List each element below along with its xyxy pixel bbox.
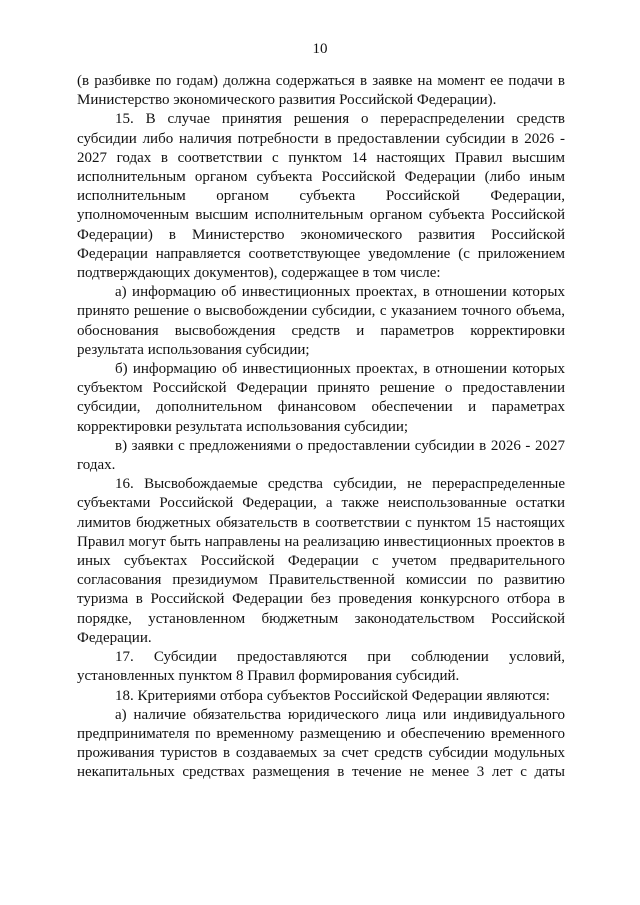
paragraph-item-15b: б) информацию об инвестиционных проектах, в отношении которых субъектом Российской Федерации принято решение о предоставлении субсидии, дополнительном финансовом обеспечении и параметрах корректировки результата использования субсидии; [77,361,565,435]
paragraph-item-15: 15. В случае принятия решения о перераспределении средств субсидии либо наличия потребности в предоставлении субсидии в 2026 - 2027 годах в соответствии с пунктом 14 настоящих Правил высшим исполнительным органом субъекта Российской Федерации (либо иным исполнительным органом субъекта Российской Федерации, уполномоченным высшим исполнительным органом субъекта Российской Федерации) в Министерство экономического развития Российской Федерации направляется соответствующее уведомление (с приложением подтверждающих документов), содержащее в том числе: [77,111,565,282]
paragraph-continuation: (в разбивке по годам) должна содержаться в заявке на момент ее подачи в Министерство экономического развития Российской Федерации). [77,73,565,109]
paragraph-item-18a: а) наличие обязательства юридического лица или индивидуального предпринимателя по временному размещению и обеспечению временного проживания туристов в создаваемых за счет средств субсидии модульных некапитальных средствах размещения в течение не менее 3 лет с даты [77,706,565,781]
document-body [77,72,565,783]
paragraph-item-15a: а) информацию об инвестиционных проектах, в отношении которых принято решение о высвобождении субсидии, с указанием точного объема, обоснования высвобождения средств и параметров корректировки результата использования субсидии; [77,284,565,358]
paragraph-item-15c: в) заявки с предложениями о предоставлении субсидии в 2026 - 2027 годах. [77,437,565,474]
page-number: 10 [312,41,328,57]
paragraph-item-17: 17. Субсидии предоставляются при соблюдении условий, установленных пунктом 8 Правил формирования субсидий. [77,649,565,685]
paragraph-item-18: 18. Критериями отбора субъектов Российской Федерации являются: [115,687,550,704]
paragraph-item-16: 16. Высвобождаемые средства субсидии, не перераспределенные субъектами Российской Федерации, а также неиспользованные остатки лимитов бюджетных обязательств в соответствии с пунктом 15 настоящих Правил могут быть направлены на реализацию инвестиционных проектов в иных субъектах Российской Федерации с учетом предварительного согласования президиумом Правительственной комиссии по развитию туризма в Российской Федерации без проведения конкурсного отбора в порядке, установленном бюджетным законодательством Российской Федерации. [77,476,565,646]
